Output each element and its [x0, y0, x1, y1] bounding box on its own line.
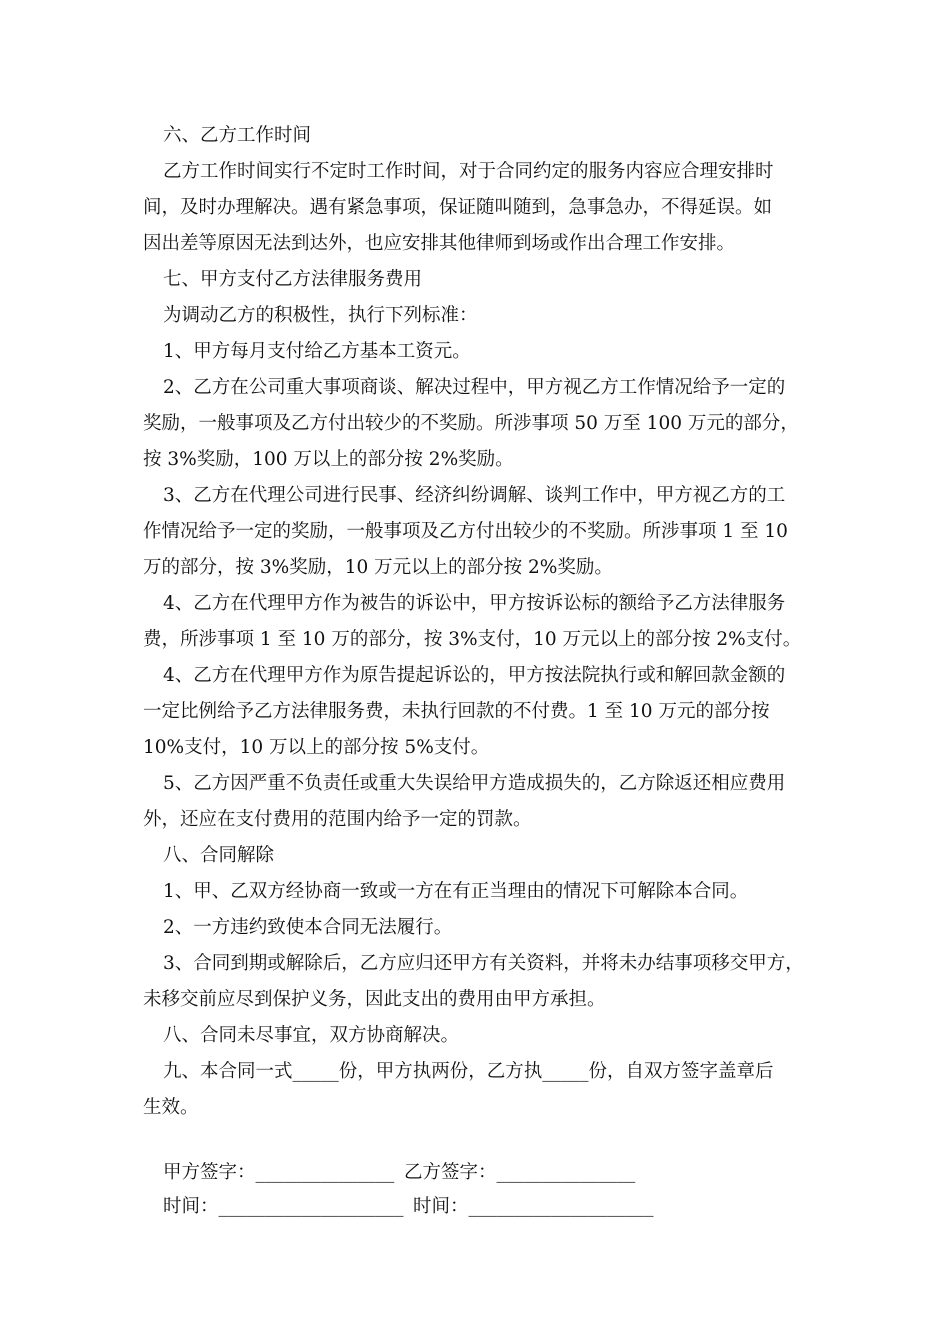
document-line: 七、甲方支付乙方法律服务费用 [163, 269, 423, 290]
document-line: 10%支付，10 万以上的部分按 5%支付。 [143, 737, 490, 758]
document-line: 3、合同到期或解除后，乙方应归还甲方有关资料，并将未办结事项移交甲方， [163, 953, 804, 974]
document-line: 4、乙方在代理甲方作为被告的诉讼中，甲方按诉讼标的额给予乙方法律服务 [163, 593, 786, 614]
document-line: 奖励，一般事项及乙方付出较少的不奖励。所涉事项 50 万至 100 万元的部分， [143, 413, 799, 434]
document-line: 为调动乙方的积极性，执行下列标准： [163, 305, 478, 326]
party-a-signature-line: 甲方签字：_______________ [163, 1162, 395, 1183]
document-line: 生效。 [143, 1097, 199, 1118]
document-line: 按 3%奖励，100 万以上的部分按 2%奖励。 [143, 449, 514, 470]
document-line: 九、本合同一式_____份，甲方执两份，乙方执_____份，自双方签字盖章后 [163, 1061, 774, 1082]
document-line: 乙方工作时间实行不定时工作时间，对于合同约定的服务内容应合理安排时 [163, 161, 774, 182]
party-b-time-line: 时间：____________________ [413, 1196, 654, 1217]
party-b-signature-line: 乙方签字：_______________ [404, 1162, 636, 1183]
document-line: 八、合同解除 [163, 845, 275, 866]
document-line: 5、乙方因严重不负责任或重大失误给甲方造成损失的，乙方除返还相应费用 [163, 773, 786, 794]
document-line: 1、甲方每月支付给乙方基本工资元。 [163, 341, 471, 362]
document-line: 因出差等原因无法到达外，也应安排其他律师到场或作出合理工作安排。 [143, 233, 736, 254]
document-line: 作情况给予一定的奖励，一般事项及乙方付出较少的不奖励。所涉事项 1 至 10 [143, 521, 788, 542]
document-line: 3、乙方在代理公司进行民事、经济纠纷调解、谈判工作中，甲方视乙方的工 [163, 485, 786, 506]
document-line: 八、合同未尽事宜，双方协商解决。 [163, 1025, 460, 1046]
document-line: 1、甲、乙双方经协商一致或一方在有正当理由的情况下可解除本合同。 [163, 881, 749, 902]
document-line: 4、乙方在代理甲方作为原告提起诉讼的，甲方按法院执行或和解回款金额的 [163, 665, 786, 686]
document-line: 万的部分，按 3%奖励，10 万元以上的部分按 2%奖励。 [143, 557, 613, 578]
document-line: 外，还应在支付费用的范围内给予一定的罚款。 [143, 809, 532, 830]
document-line: 间，及时办理解决。遇有紧急事项，保证随叫随到，急事急办，不得延误。如 [143, 197, 773, 218]
document-line: 六、乙方工作时间 [163, 125, 312, 146]
document-line: 2、一方违约致使本合同无法履行。 [163, 917, 453, 938]
party-a-time-line: 时间：____________________ [163, 1196, 404, 1217]
document-line: 一定比例给予乙方法律服务费，未执行回款的不付费。1 至 10 万元的部分按 [143, 701, 770, 722]
document-line: 2、乙方在公司重大事项商谈、解决过程中，甲方视乙方工作情况给予一定的 [163, 377, 786, 398]
document-line: 未移交前应尽到保护义务，因此支出的费用由甲方承担。 [143, 989, 606, 1010]
document-line: 费，所涉事项 1 至 10 万的部分，按 3%支付，10 万元以上的部分按 2%支付。 [143, 629, 802, 650]
